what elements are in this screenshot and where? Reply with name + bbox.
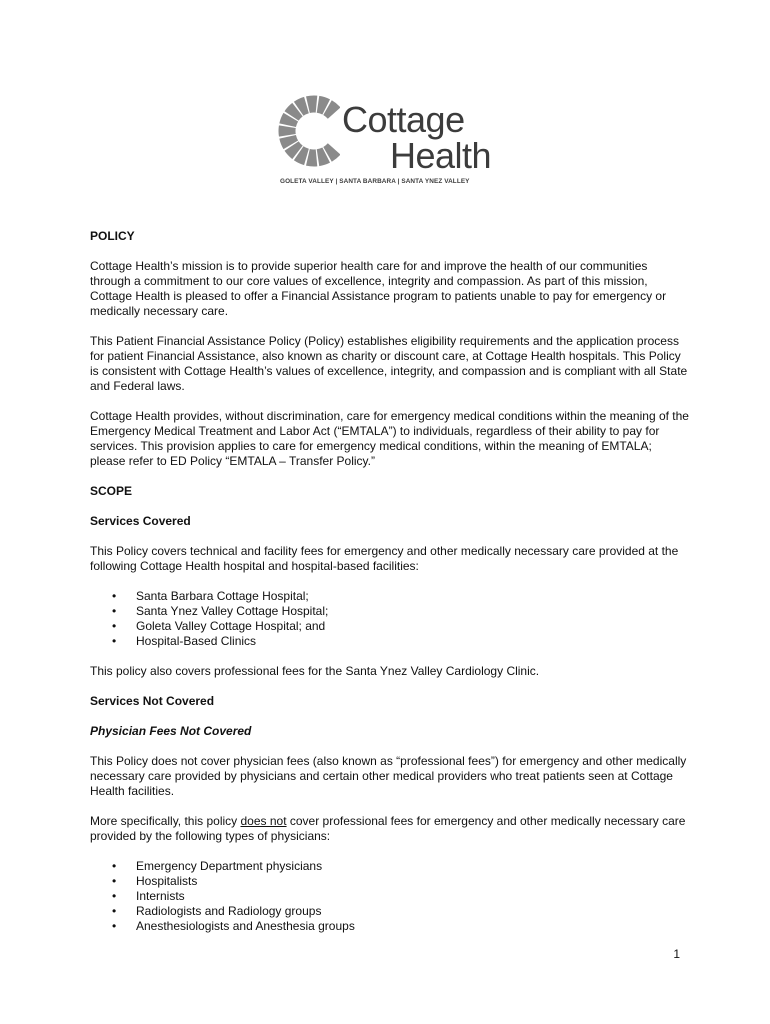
policy-paragraph-2: This Patient Financial Assistance Policy (Policy) establishes eligibility requirements and the application process for patient Financial Assistance, also known as charity or discount care, at Cottage Health hospitals. This Policy is consistent with Cottage Health’s values of excellence, integrity, and compassion and is compliant with all State and Federal laws. — [90, 334, 688, 393]
physician-types-intro — [90, 814, 690, 844]
ring-segment — [328, 108, 335, 113]
physician-types-list — [90, 859, 690, 934]
list-item: • Hospital-Based Clinics — [90, 634, 690, 649]
list-item: • Internists — [90, 889, 690, 904]
list-item: • Emergency Department physicians — [90, 859, 690, 874]
list-item: • Goleta Valley Cottage Hospital; and — [90, 619, 690, 634]
cardiology-clinic-note: This policy also covers professional fees for the Santa Ynez Valley Cardiology Clinic. — [90, 664, 540, 678]
ring-segment — [328, 149, 335, 154]
list-item: • Santa Ynez Valley Cottage Hospital; — [90, 604, 690, 619]
segmented-ring-c-icon — [278, 90, 340, 172]
scope-heading: SCOPE — [90, 484, 133, 498]
covered-facilities-list — [90, 589, 690, 649]
ring-segment — [318, 104, 326, 107]
ring-segment — [292, 146, 298, 152]
logo-locations: GOLETA VALLEY | SANTA BARBARA | SANTA YNEZ VALLEY — [280, 178, 470, 185]
logo-name-line2: Health — [390, 135, 492, 176]
policy-body — [90, 229, 690, 949]
ring-segment — [308, 104, 317, 105]
list-item: • Hospitalists — [90, 874, 690, 889]
list-item: • Santa Barbara Cottage Hospital; — [90, 589, 690, 604]
policy-paragraph-3: Cottage Health provides, without discrimination, care for emergency medical conditions within the meaning of the Emergency Medical Treatment and Labor Act (“EMTALA”) to individuals, regardless of their ability to pay for services. This provision applies to care for emergency medical conditions, within the meaning of EMTALA; please refer to ED Policy “EMTALA – Transfer Policy.” — [90, 409, 689, 468]
ring-segment — [288, 137, 291, 145]
intro-text-end: cover professional fees for emergency and other medically necessary care provided by the following types of physicians: — [90, 814, 686, 843]
services-not-covered-heading: Services Not Covered — [90, 694, 215, 708]
ring-segment — [299, 153, 307, 157]
physician-fees-paragraph: This Policy does not cover physician fees (also known as “professional fees”) for emergency and other medically necessary care provided by physicians and certain other medical providers who treat patients seen at Cottage Health facilities. — [90, 754, 687, 798]
ring-segment — [308, 157, 317, 158]
ring-segment — [288, 117, 291, 125]
cottage-health-logo — [278, 90, 498, 190]
policy-heading: POLICY — [90, 229, 135, 243]
services-covered-intro: This Policy covers technical and facility fees for emergency and other medically necessary care provided at the following Cottage Health hospital and hospital-based facilities: — [90, 544, 679, 573]
physician-fees-subheading: Physician Fees Not Covered — [90, 724, 252, 738]
list-item: • Anesthesiologists and Anesthesia groups — [90, 919, 690, 934]
ring-segment — [292, 110, 298, 116]
underlined-does-not: does not — [240, 814, 287, 828]
intro-text-start: More specifically, this policy — [90, 814, 241, 828]
ring-segment — [299, 105, 307, 109]
logo-name-line1: Cottage — [342, 99, 465, 140]
policy-paragraph-1: Cottage Health’s mission is to provide superior health care for and improve the health of our communities through a commitment to our core values of excellence, integrity and compassion. As part of this mission, Cottage Health is pleased to offer a Financial Assistance program to patients unable to pay for emergency or medically necessary care. — [90, 259, 667, 318]
page-number: 1 — [673, 947, 680, 961]
ring-segment — [318, 155, 326, 158]
services-covered-heading: Services Covered — [90, 514, 191, 528]
list-item: • Radiologists and Radiology groups — [90, 904, 690, 919]
